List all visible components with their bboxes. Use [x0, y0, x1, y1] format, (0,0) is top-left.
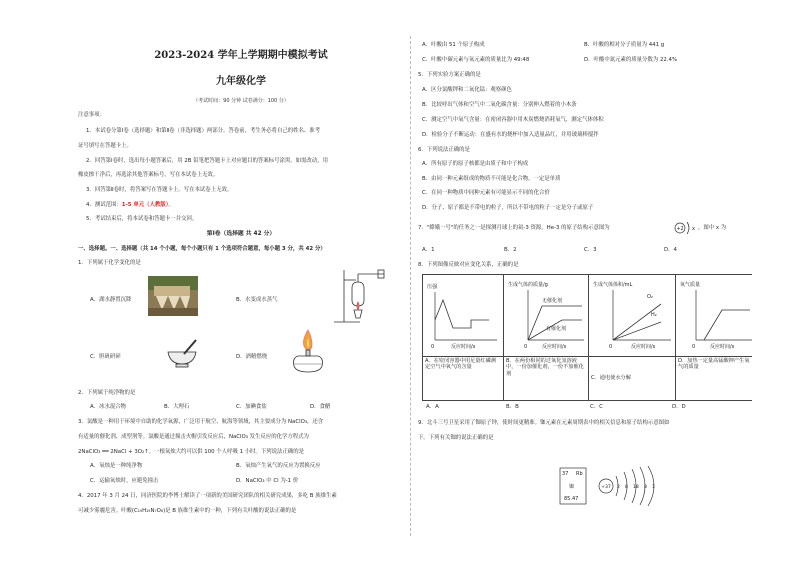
note-2a: 2．回答第Ⅰ卷时，选出每小题答案后，用 2B 铅笔把答题卡上对应题目的答案标号涂黑。如需改动，用	[86, 158, 328, 164]
q7-stem: 7．"嫦娥一号"的任务之一是探测月球上的氦-3 资源，He-3 的原子结构示意图为	[418, 225, 610, 231]
note-4-suffix: 。	[168, 202, 174, 208]
rb-shell-1: 2	[617, 485, 620, 490]
q8-option-a: A．A	[426, 404, 439, 410]
q8-caption-c: C．通电使水分解	[589, 356, 676, 400]
distillation-apparatus-image	[330, 266, 390, 328]
waterfall-image	[148, 276, 198, 316]
q3-line-3: 2NaClO₃ ══ 2NaCl + 3O₂↑。一根氧烛大约可以供 100 个人呼吸 1 小时。下列说法正确的是	[78, 449, 305, 455]
q8-option-c: C．C	[590, 404, 603, 410]
note-4	[86, 202, 174, 209]
right-column	[418, 0, 752, 562]
rb-shell-2: 8	[625, 485, 628, 490]
q4-line-1: 4．2017 年 3 月 24 日，同济医院的李博士解读了一项新的美国研究团队的相关研究成果，多吃 B 族维生素	[78, 493, 337, 499]
graph-b-xlabel: 反应时间/s	[542, 344, 567, 350]
q6-option-b: B．由同一种元素组成的物质不可能是化合物，一定是单质	[422, 176, 561, 182]
q5-option-d: D．检验分子不断运动：在盛有水的烧杯中加入适量品红，并用玻璃棒搅拌	[422, 132, 599, 138]
rb-symbol: Rb	[576, 471, 583, 477]
q5-option-a: A．区分氯酸钾和二氧化锰：观察颜色	[422, 87, 512, 93]
notes-heading: 注意事项：	[78, 112, 105, 118]
q6-option-a: A．所有原子的原子核都是由质子和中子构成	[422, 161, 529, 167]
q8-stem: 8．下列图像反映对应变化关系，正确的是	[418, 262, 519, 268]
rb-atomic-number: 37	[562, 471, 569, 477]
q2-option-d: D．食醋	[310, 404, 331, 410]
q4-option-b: B．叶酸的相对分子质量为 441 g	[584, 42, 665, 48]
column-divider	[410, 36, 411, 536]
q6-option-d: D．分子、原子都是不带电的粒子，所以不带电的粒子一定是分子或原子	[422, 205, 594, 211]
note-5: 5．考试结束后，将本试卷和答题卡一并交回。	[86, 216, 198, 222]
q2-stem: 2．下列属于纯净物的是	[78, 390, 136, 396]
section-1-instructions: 一、选择题。一、选择题（共 14 个小题，每个小题只有 1 个选项符合题意，每小题 3 分，共 42 分）	[78, 246, 326, 252]
q5-option-c: C．测定空气中氧气含量：在密闭容器中用木炭燃烧消耗氧气，测定气体体积	[422, 117, 604, 123]
svg-text:0: 0	[692, 344, 696, 350]
svg-text:0: 0	[431, 344, 435, 350]
q4-option-a: A．叶酸由 51 个原子构成	[422, 42, 485, 48]
note-1a: 1．本试卷分第Ⅰ卷（选择题）和第Ⅱ卷（非选择题）两部分。答卷前，考生务必将自己的姓名、准考	[86, 128, 321, 134]
exam-subtitle: 九年级化学	[216, 76, 266, 87]
q8-graph-d-cell	[676, 275, 753, 357]
q6-stem: 6．下列说法正确的是	[418, 147, 470, 153]
q3-option-d: D．NaClO₃ 中 Cl 为-1 价	[236, 478, 299, 484]
rb-shell-4: 8	[644, 485, 647, 490]
note-4-prefix: 4．测试范围：	[86, 202, 122, 208]
q3-line-1: 3．氯酸是一种用于环境中自助的化学氧源，广泛用于航空、航海等领域，其主要成分为 NaClO₃，还含	[78, 419, 324, 425]
q4-option-c: C．叶酸中碳元素与氧元素的质量比为 49:48	[422, 57, 530, 63]
alcohol-lamp-image	[290, 326, 326, 376]
rb-shell-5: 1	[652, 485, 655, 490]
graph-a-ylabel: 压强	[427, 284, 438, 290]
q7-option-a: A．1	[422, 247, 435, 253]
q1-option-d: D．酒精燃烧	[236, 354, 268, 360]
note-2b: 橡皮擦干净后，再选涂其他答案标号。写在本试卷上无效。	[78, 172, 219, 178]
q8-option-d: D．D	[672, 404, 686, 410]
q8-graph-c-cell	[589, 275, 676, 357]
helium-nucleus-label: +2	[676, 226, 684, 232]
rb-atomic-mass: 85.47	[564, 496, 579, 502]
q3-option-a: A．氧烛是一种纯净物	[90, 463, 143, 469]
svg-text:0: 0	[524, 344, 528, 350]
q8-graph-b-cell	[504, 275, 589, 357]
svg-text:0: 0	[609, 344, 613, 350]
q2-option-c: C．加碘食盐	[236, 404, 267, 410]
graph-b-line-1-label: 无催化剂	[542, 298, 563, 304]
graph-c-o2-label: O₂	[647, 294, 653, 300]
q3-option-b: B．氧烛产生氧气的反应为置换反应	[236, 463, 321, 469]
graph-c-ylabel: 生成气体体积/mL	[593, 282, 633, 288]
q9-line-2: 下。下列有关铷的说法正确的是	[418, 435, 494, 441]
q7-option-b: B．2	[504, 247, 517, 253]
q1-stem: 1．下列属于化学变化的是	[78, 260, 141, 266]
q9-line-1: 9．北斗三号卫星采用了铷原子钟，使时间更精准。铷元素在元素周期表中的相关信息和原子结构示意图如	[418, 420, 670, 426]
note-1b: 证号填写在答题卡上。	[78, 143, 132, 149]
graph-c-h2-label: H₂	[651, 312, 657, 318]
rubidium-info-diagram	[558, 466, 678, 508]
q4-option-d: D．叶酸中氮元素的质量分数为 22.4%	[584, 57, 678, 63]
q8-graph-table	[422, 274, 752, 401]
q6-option-c: C．在同一种物质中同种元素有可能显示不同的化合价	[422, 190, 550, 196]
rb-name: 铷	[569, 484, 575, 490]
q2-option-a: A．冰水混合物	[90, 404, 127, 410]
graph-d-xlabel: 反应时间/s	[710, 344, 735, 350]
q1-option-c: C．胆矾研碎	[90, 354, 121, 360]
q8-graph-a-cell	[423, 275, 504, 357]
q3-line-2: 有适量的催化剂、成型剂等。氯酸是通过撞击火帽引发反应后，NaClO₃ 发生反应的化学方程式为	[78, 434, 309, 440]
q7-option-c: C．3	[584, 247, 597, 253]
exam-title: 2023-2024 学年上学期期中模拟考试	[154, 50, 328, 61]
graph-d-ylabel: 氧气质量	[680, 282, 701, 288]
section-1-title: 第Ⅰ卷（选择题 共 42 分）	[206, 231, 276, 237]
q8-option-b: B．B	[506, 404, 519, 410]
exam-meta: （考试时间：90 分钟 试卷满分：100 分）	[193, 98, 289, 104]
q5-option-b: B．比较呼出气体和空气中二氧化碳含量：分别伸入燃着的小木条	[422, 102, 577, 108]
q1-option-a: A．湖水静置沉降	[90, 297, 132, 303]
graph-a-xlabel: 反应时间/s	[451, 344, 476, 350]
note-3: 3．回答第Ⅱ卷时，将答案写在答题卡上。写在本试卷上无效。	[86, 187, 233, 193]
left-column	[78, 0, 404, 562]
q2-option-b: B．大理石	[164, 404, 190, 410]
q1-option-b: B．水变成水蒸气	[236, 297, 278, 303]
svg-text:x: x	[692, 226, 695, 232]
q4-line-2: 可减少雾霾危害。叶酸(C₁₉H₁₉N₇O₆)是 B 族维生素中的一种，下列有关叶酸的说法正确的是	[78, 508, 297, 514]
rb-nucleus-label: +37	[601, 485, 611, 490]
q7-option-d: D．4	[664, 247, 677, 253]
q7-stem-suffix: ，图中 x 为	[698, 225, 727, 231]
q8-caption-b: B．在两份相同的过氧化氢溶液中，一份加催化剂，一份不加催化剂	[504, 356, 589, 400]
note-4-range: 1-5 单元（人教版）	[121, 202, 169, 208]
graph-c-xlabel: 反应时间/s	[631, 344, 656, 350]
rb-shell-3: 18	[633, 485, 639, 490]
q5-stem: 5．下列实验方案正确的是	[418, 72, 481, 78]
q8-caption-a: A．在密闭容器中用足量红磷测定空气中氧气的含量	[423, 356, 504, 400]
graph-b-line-2-label: 有催化剂	[546, 326, 567, 332]
mortar-pestle-image	[164, 338, 200, 368]
helium-atom-diagram	[672, 218, 698, 238]
q3-option-c: C．运输氧烛时，应避免撞击	[90, 478, 159, 484]
q8-caption-d: D．加热一定量高锰酸钾产生氧气的质量	[676, 356, 753, 400]
graph-b-ylabel: 生成气体的质量/g	[508, 282, 548, 288]
